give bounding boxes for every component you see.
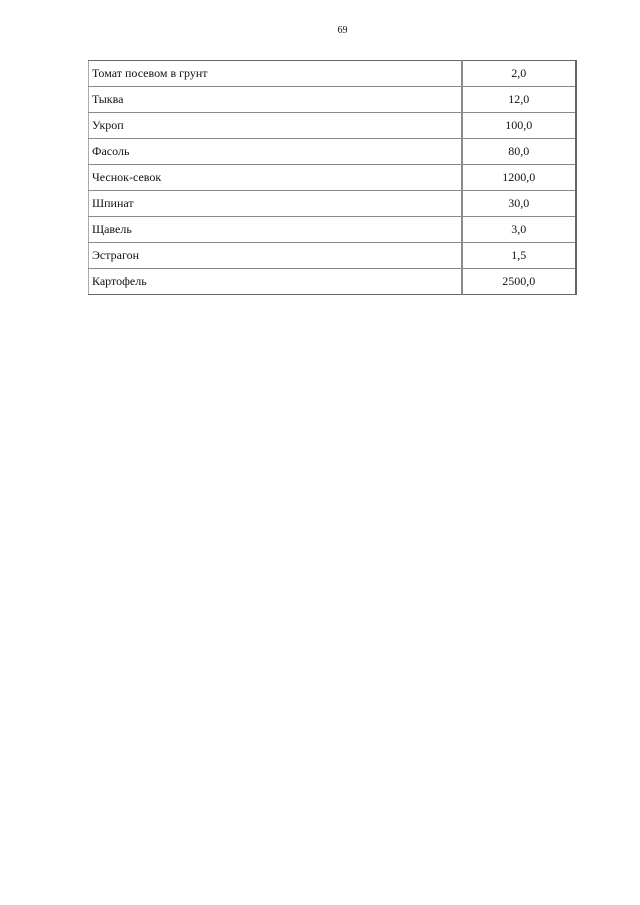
table-row [89, 243, 577, 269]
crop-name-cell: Фасоль [89, 139, 462, 165]
table-row [89, 165, 577, 191]
crop-name-cell: Тыква [89, 87, 462, 113]
crop-name-cell: Чеснок-севок [89, 165, 462, 191]
table-row [89, 139, 577, 165]
crop-value-cell: 80,0 [462, 139, 576, 165]
crop-table [88, 60, 577, 295]
crop-name-cell: Шпинат [89, 191, 462, 217]
crop-value-cell: 100,0 [462, 113, 576, 139]
table-row [89, 113, 577, 139]
crop-value-cell: 1200,0 [462, 165, 576, 191]
table-row [89, 217, 577, 243]
crop-value-cell: 30,0 [462, 191, 576, 217]
crop-name-cell: Щавель [89, 217, 462, 243]
page-number: 69 [337, 25, 348, 36]
crop-name-cell: Томат посевом в грунт [89, 61, 462, 87]
table-row [89, 269, 577, 295]
table-row [89, 87, 577, 113]
crop-name-cell: Укроп [89, 113, 462, 139]
crop-value-cell: 1,5 [462, 243, 576, 269]
crop-name-cell: Картофель [89, 269, 462, 295]
table-row [89, 61, 577, 87]
crop-name-cell: Эстрагон [89, 243, 462, 269]
table-row [89, 191, 577, 217]
crop-value-cell: 2500,0 [462, 269, 576, 295]
crop-value-cell: 3,0 [462, 217, 576, 243]
crop-value-cell: 2,0 [462, 61, 576, 87]
crop-value-cell: 12,0 [462, 87, 576, 113]
